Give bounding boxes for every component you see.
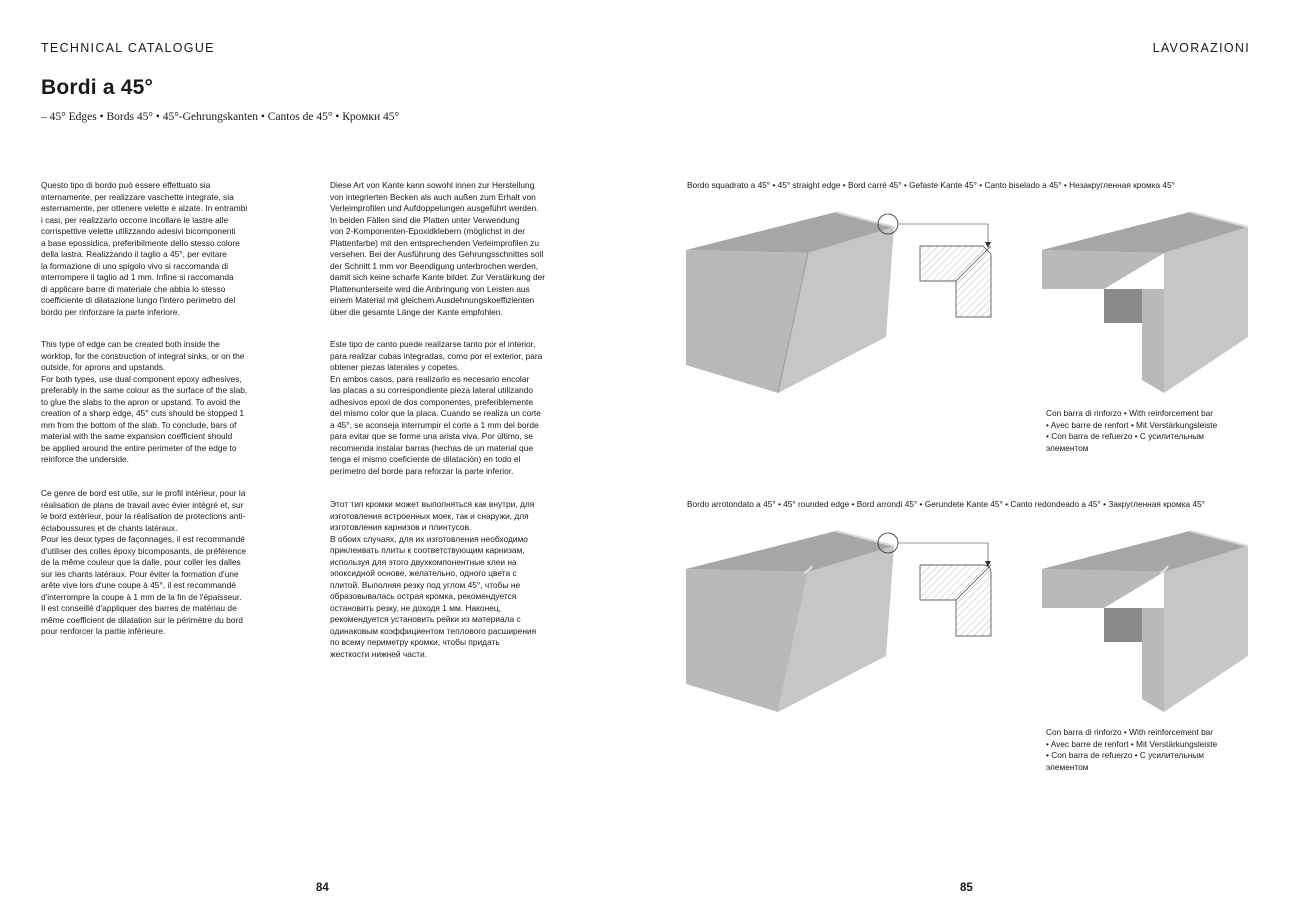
paragraph-russian: Этот тип кромки может выполняться как внутри, для изготовления встроенных моек, так и снаружи, для изготовления карнизов и плинтусов. В обоих случаях, для их изготовления необходимо приклеивать плиты к соответствующим карнизам, используя для этого двухкомпонентные клеи на эпоксидной основе, желательно, одного цвета с плитой. Выполняя резку под углом 45°, чтобы не образовывалась острая кромка, рекомендуется остановить резку, не доходя 1 мм. Наконец, рекомендуется установить рейки из материала с одинаковым коэффициентом теплового расширения по всему периметру кромки, чтобы придать жесткости нижней части. (330, 499, 537, 659)
page-number-left: 84 (316, 882, 329, 894)
paragraph-german: Diese Art von Kante kann sowohl innen zur Herstellung von integrierten Becken als auch außen zum Erhalt von Verleimprofilen und Aufdoppelungen ausgeführt werden. In beiden Fällen sind die Platten unter Verwendung von 2-Komponenten-Epoxidklebern (möglichst in der Plattenfarbe) mit den entsprechenden Verleimprofilen zu versehen. Bei der Ausführung des Gehrungsschnittes soll der Schnitt 1 mm vor Beendigung unterbrochen werden, damit sich keine scharfe Kante bildet. Zur Verstärkung der Plattenunterseite wird die Anbringung von Leisten aus einem Material mit gleichem Ausdehnungskoeffizienten über die gesamte Länge der Kante empfohlen. (330, 180, 546, 317)
page-title: Bordi a 45° (41, 76, 154, 99)
paragraph-italian: Questo tipo di bordo può essere effettuato sia internamente, per realizzare vaschette integrate, sia esternamente, per ottenere velette e alzate. In entrambi i casi, per realizzarlo occorre incollare le lastre alle corrispettive velette utilizzando adesivi bicomponenti a base epossidica, preferibilmente dello stesso colore della lastra. Realizzando il taglio a 45°, per evitare la formazione di uno spigolo vivo si raccomanda di interrompere il taglio ad 1 mm. Infine si raccomanda di applicare barre di materiale che abbia lo stesso coefficiente di dilatazione lungo l'intero perimetro del bordo per rinforzare la parte inferiore. (41, 180, 248, 317)
figure2-edge-drawing-reinforced (1042, 524, 1257, 719)
figure2-zoom-detail (870, 527, 1000, 642)
figure1-reinforcement-note: Con barra di rinforzo • With reinforcement bar • Avec barre de renfort • Mit Verstärkungsleiste • Con barra de refuerzo • С усилительным элементом (1046, 408, 1218, 453)
figure1-caption: Bordo squadrato a 45° • 45° straight edge • Bord carré 45° • Gefaste Kante 45° • Canto biselado a 45° • Незакругленная кромка 45° (687, 180, 1175, 190)
figure2-caption: Bordo arrotondato a 45° • 45° rounded edge • Bord arrondi 45° • Gerundete Kante 45° • Canto redondeado a 45° • Закругленная кромка 45° (687, 499, 1205, 509)
paragraph-french: Ce genre de bord est utile, sur le profil intérieur, pour la réalisation de plans de travail avec évier intégré et, sur le bord extérieur, pour la réalisation de protections anti- éclaboussures et de chants latéraux. Pour les deux types de façonnages, il est recommandé d'utiliser des colles époxy bicomposants, de préférence de la même couleur que la dalle, pour coller les dalles sur les chants latéraux. Pour éviter la formation d'une arête vive lors d'une coupe à 45°, il est recommandé d'interrompre la coupe à 1 mm de la fin de l'épaisseur. Il est conseillé d'appliquer des barres de matériau de même coefficient de dilatation sur le périmètre du bord pour renforcer la partie inférieure. (41, 488, 247, 636)
figure2-reinforcement-note: Con barra di rinforzo • With reinforcement bar • Avec barre de renfort • Mit Verstärkungsleiste • Con barra de refuerzo • С усилительным элементом (1046, 727, 1218, 772)
paragraph-english: This type of edge can be created both inside the worktop, for the construction of integral sinks, or on the outside, for aprons and upstands. For both types, use dual component epoxy adhesives, preferably in the same colour as the surface of the slab, to glue the slabs to the apron or upstand. To avoid the creation of a sharp edge, 45° cuts should be stopped 1 mm from the bottom of the slab. To conclude, bars of material with the same expansion coefficient should be applied around the entire perimeter of the edge to reinforce the underside. (41, 339, 248, 464)
figure1-edge-drawing-reinforced (1042, 205, 1257, 400)
figure1-zoom-detail (870, 208, 1000, 323)
page-subtitle: – 45° Edges • Bords 45° • 45°-Gehrungskanten • Cantos de 45° • Кромки 45° (41, 111, 400, 123)
section-header: LAVORAZIONI (1152, 41, 1250, 55)
page-number-right: 85 (960, 882, 973, 894)
paragraph-spanish: Este tipo de canto puede realizarse tanto por el interior, para realizar cubas integradas, como por el exterior, para obtener piezas laterales y copetes. En ambos casos, para realizarlo es necesario encolar las placas a su correspondiente pieza lateral utilizando adhesivos epoxi de dos componentes, preferiblemente del mismo color que la placa. Cuando se realiza un corte a 45°, se aconseja interrumpir el corte a 1 mm del borde para evitar que se forme una arista viva. Por último, se recomienda instalar barras (hechas de un material que tenga el mismo coeficiente de dilatación) en todo el perímetro del borde para reforzar la parte inferior. (330, 339, 543, 476)
catalogue-header: TECHNICAL CATALOGUE (41, 41, 215, 55)
